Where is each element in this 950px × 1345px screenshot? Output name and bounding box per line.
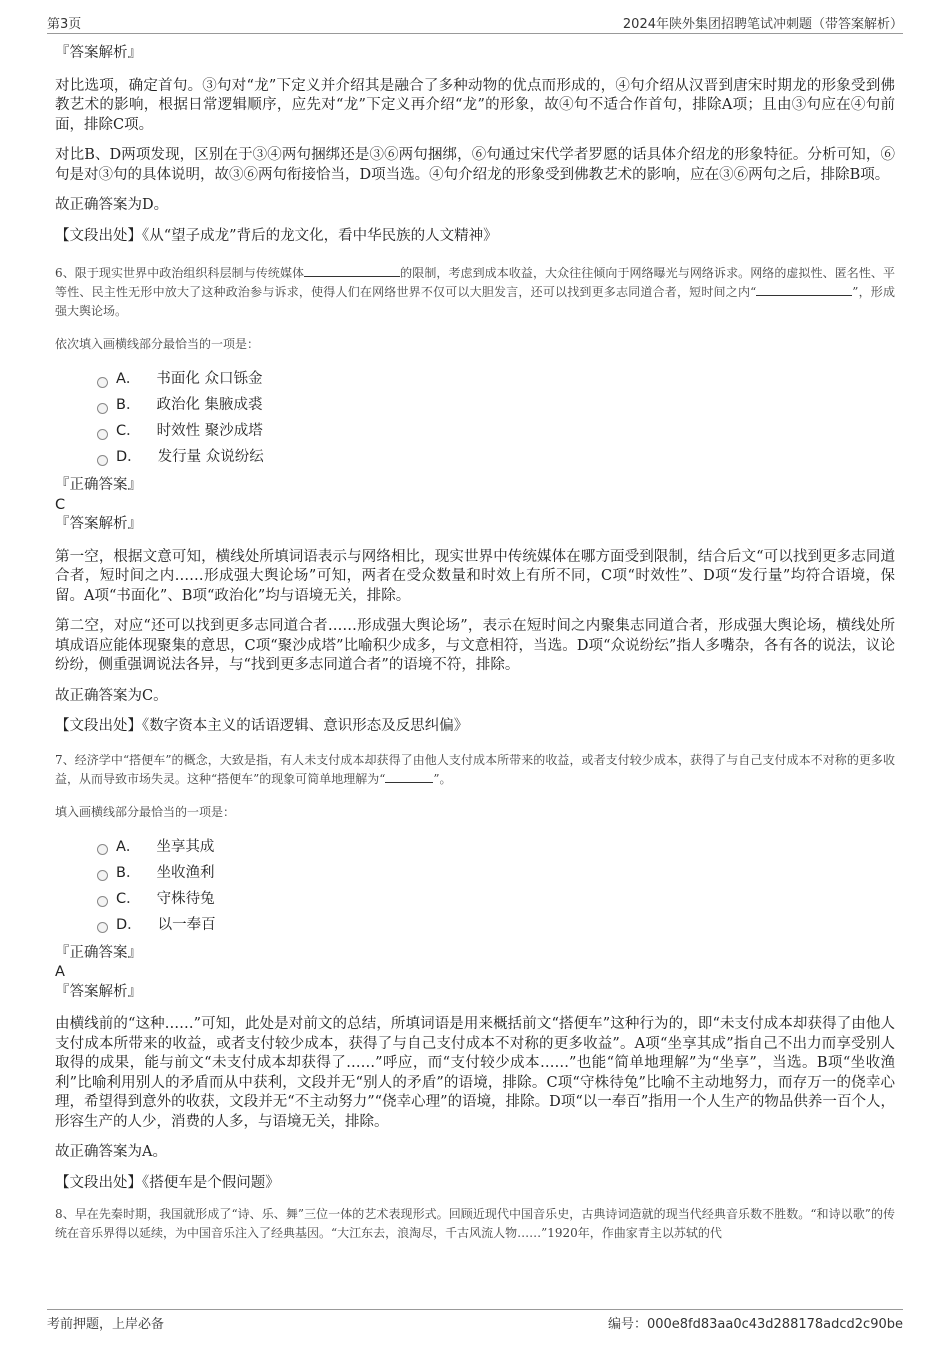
page-header xyxy=(47,10,903,34)
q6-source: 【文段出处】《数字资本主义的话语逻辑、意识形态及反思纠偏》 xyxy=(55,718,469,734)
radio-icon[interactable] xyxy=(97,429,108,440)
page-footer xyxy=(47,1309,903,1332)
radio-icon[interactable] xyxy=(97,455,108,466)
q5-analysis-p2: 对比B、D两项发现，区别在于③④两句捆绑还是③⑥两句捆绑，⑥句通过宋代学者罗愿的话具体介绍龙的形象特征。分析可知，⑥句是对③句的具体说明，故③⑥两句衔接恰当，D项当选。④句介绍龙的形象受到佛教艺术的影响，应在③⑥两句之后，排除B项。 xyxy=(55,147,895,183)
q6-conclusion: 故正确答案为C。 xyxy=(55,687,168,704)
q6-correct-label: 『正确答案』 xyxy=(55,477,142,493)
q7-stem xyxy=(55,751,895,789)
q6-blank-1 xyxy=(304,265,400,277)
q6-stem-part-c: ”，形成强大舆论场。 xyxy=(55,285,896,318)
q7-analysis-p1: 由横线前的“这种……”可知，此处是对前文的总结，所填词语是用来概括前文“搭便车”这种行为的，即“未支付成本却获得了由他人支付成本所带来的收益，或者支付较少成本，获得了与自己支付成本不对称的更多收益”。A项“坐享其成”指自己不出力而享受别人取得的成果，能与前文“未支付成本却获得了……”呼应，而“支付较少成本……”也能“简单地理解”为“坐享”，当选。B项“坐收渔利”比喻利用别人的矛盾而从中获利，文段并无“别人的矛盾”的语境，排除。C项“守株待兔”比喻不主动地努力，而存万一的侥幸心理，希望得到意外的收获，文段并无“不主动努力”“侥幸心理”的语境，排除。D项“以一奉百”指用一个人生产的物品供养一百个人，形容生产的人少，消费的人多，与语境无关，排除。 xyxy=(55,1016,895,1130)
radio-icon[interactable] xyxy=(97,896,108,907)
q6-stem-part-a: 6、限于现实世界中政治组织科层制与传统媒体 xyxy=(55,266,305,280)
radio-icon[interactable] xyxy=(97,377,108,388)
q5-analysis-label: 『答案解析』 xyxy=(55,45,142,61)
document-code: 编号：000e8fd83aa0c43d288178adcd2c90be xyxy=(607,1317,903,1332)
q5-source: 【文段出处】《从“望子成龙”背后的龙文化，看中华民族的人文精神》 xyxy=(55,227,498,244)
option-letter: B． xyxy=(116,864,141,881)
radio-icon[interactable] xyxy=(97,844,108,855)
q7-stem-part-a: 7、经济学中“搭便车”的概念，大致是指，有人未支付成本却获得了由他人支付成本所带来的收益，或者支付较少成本，获得了与自己支付成本不对称的更多收益，从而导致市场失灵。这种“搭便车”的现象可简单地理解为“ xyxy=(55,752,895,786)
option-letter: A． xyxy=(116,838,141,855)
q7-analysis-label: 『答案解析』 xyxy=(55,983,142,1000)
q6-option-a[interactable] xyxy=(97,366,895,392)
q6-prompt: 依次填入画横线部分最恰当的一项是： xyxy=(55,337,260,351)
q7-stem-part-b: ”。 xyxy=(433,771,452,786)
q6-stem-part-b: 的限制，考虑到成本收益，大众往往倾向于网络曝光与网络诉求。网络的虚拟性、匿名性、平等性、民主性无形中放大了这种政治参与诉求，使得人们在网络世界不仅可以大胆发言，还可以找到更多志同道合者，短时间之内“ xyxy=(55,266,895,299)
q5-conclusion: 故正确答案为D。 xyxy=(55,197,169,213)
footer-slogan: 考前押题，上岸必备 xyxy=(47,1317,165,1332)
q5-analysis-p1: 对比选项，确定首句。③句对“龙”下定义并介绍其是融合了多种动物的优点而形成的，④句介绍从汉晋到唐宋时期龙的形象受到佛教艺术的影响，根据日常逻辑顺序，应先对“龙”下定义再介绍“龙”的形象，故④句不适合作首句，排除A项；且由③句应在④句前面，排除C项。 xyxy=(55,77,895,133)
q6-stem xyxy=(55,264,895,321)
q6-option-d[interactable] xyxy=(97,444,895,470)
q7-blank xyxy=(385,771,433,783)
q7-options xyxy=(97,834,895,938)
document-title: 2024年陕外集团招聘笔试冲刺题（带答案解析） xyxy=(622,17,903,32)
option-text: 坐享其成 xyxy=(156,838,215,855)
option-letter: C． xyxy=(116,423,141,439)
radio-icon[interactable] xyxy=(97,870,108,881)
radio-icon[interactable] xyxy=(97,403,108,414)
q6-analysis-p2: 第二空，对应“还可以找到更多志同道合者……形成强大舆论场”，表示在短时间之内聚集志同道合者，形成强大舆论场，横线处所填成语应能体现聚集的意思，C项“聚沙成塔”比喻积少成多，与文意相符，当选。D项“众说纷纭”指人多嘴杂，各有各的说法，议论纷纷，侧重强调说法各异，与“找到更多志同道合者”的语境不符，排除。 xyxy=(55,618,895,673)
option-text: 坐收渔利 xyxy=(156,864,215,881)
option-text: 发行量 众说纷纭 xyxy=(157,449,264,465)
q6-correct-answer: C xyxy=(55,496,66,513)
q6-option-b[interactable] xyxy=(97,392,895,418)
q8-stem: 8、早在先秦时期，我国就形成了“诗、乐、舞”三位一体的艺术表现形式。回顾近现代中国音乐史，古典诗词造就的现当代经典音乐数不胜数。“和诗以歌”的传统在音乐界得以延续，为中国音乐注入了经典基因。“大江东去，浪淘尽，千古风流人物……”1920年，作曲家青主以苏轼的代 xyxy=(55,1207,895,1240)
q7-option-d[interactable] xyxy=(97,912,895,938)
option-text: 政治化 集腋成裘 xyxy=(156,397,263,413)
q6-analysis-label: 『答案解析』 xyxy=(55,516,142,532)
q7-option-a[interactable] xyxy=(97,834,895,860)
page-number: 第3页 xyxy=(47,17,82,32)
q7-correct-answer: A xyxy=(55,964,65,980)
option-letter: A． xyxy=(116,371,141,387)
q7-prompt: 填入画横线部分最恰当的一项是： xyxy=(55,804,236,819)
q6-option-c[interactable] xyxy=(97,418,895,444)
radio-icon[interactable] xyxy=(97,922,108,933)
q6-options xyxy=(97,366,895,470)
option-text: 守株待兔 xyxy=(156,890,215,907)
option-letter: B． xyxy=(116,397,141,413)
q7-source: 【文段出处】《搭便车是个假问题》 xyxy=(55,1174,280,1191)
q7-correct-label: 『正确答案』 xyxy=(55,944,142,961)
option-text: 书面化 众口铄金 xyxy=(156,371,263,387)
option-letter: D． xyxy=(116,916,142,933)
q6-blank-2 xyxy=(756,284,852,296)
q6-analysis-p1: 第一空，根据文意可知，横线处所填词语表示与网络相比，现实世界中传统媒体在哪方面受到限制，结合后文“可以找到更多志同道合者，短时间之内……形成强大舆论场”可知，两者在受众数量和时效上有所不同，C项“时效性”、D项“发行量”均符合语境，保留。A项“书面化”、B项“政治化”均与语境无关，排除。 xyxy=(55,548,895,604)
option-letter: D． xyxy=(116,449,142,465)
option-text: 时效性 聚沙成塔 xyxy=(156,423,263,439)
option-letter: C． xyxy=(116,890,141,907)
q7-option-b[interactable] xyxy=(97,860,895,886)
page-content xyxy=(55,44,895,1257)
q7-option-c[interactable] xyxy=(97,886,895,912)
q7-conclusion: 故正确答案为A。 xyxy=(55,1144,167,1160)
option-text: 以一奉百 xyxy=(157,916,216,933)
